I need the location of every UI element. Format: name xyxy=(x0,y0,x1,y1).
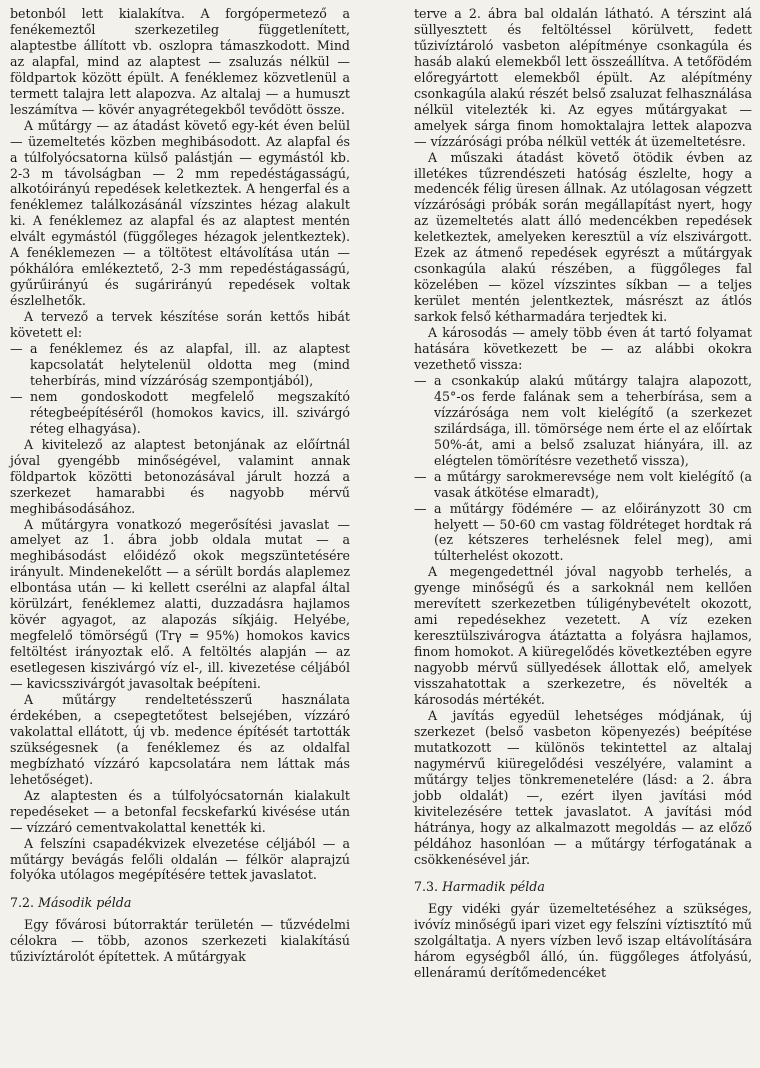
paragraph: betonból lett kialakítva. A forgópermetező a fenékemeztől szerkezetileg függetlenített, alaptestbe állított vb. oszlopra támaszkodott. Mind az alapfal, mind az alaptest — zsaluzás nélkül — földpartok között épült. A fenéklemez közvetlenül a termett talajra lett alapozva. Az altalaj — a humuszt leszámítva — kövér anyagrétegekből tevődött össze. xyxy=(10,6,350,117)
section-heading xyxy=(10,895,350,911)
section-heading xyxy=(414,879,752,895)
paragraph: A tervező a tervek készítése során kettős hibát követett el: xyxy=(10,309,350,341)
right-column xyxy=(414,6,752,981)
section-number: 7.2. xyxy=(10,895,35,911)
section-number: 7.3. xyxy=(414,879,439,895)
bullet-list xyxy=(10,341,350,437)
section-title: Harmadik példa xyxy=(442,879,545,895)
list-item: — a csonkakúp alakú műtárgy talajra alapozott, 45°-os ferde falának sem a teherbírása, sem a vízzárósága nem volt kielégítő (a szerkezet szilárdsága, ill. tömörsége nem érte el az előírtak 50%-át, ami a belső zsaluzat hiányára, ill. az elégtelen tömörítésre vezethető vissza), xyxy=(414,373,752,469)
paragraph: A műtárgyra vonatkozó megerősítési javaslat — amelyet az 1. ábra jobb oldala mutat — a meghibásodást előidéző okok megszüntetésére irányult. Mindenekelőtt — a sérült bordás alaplemez elbontása után — ki kellett cserélni az alapfal által körülzárt, fenéklemez alatti, duzzadásra hajlamos kövér agyagot, az alapozás síkjáig. Helyébe, megfelelő tömörségű (Trγ = 95%) homokos kavics feltöltést irányoztak elő. A feltöltés alapján — az esetlegesen kiszivárgó víz el-, ill. kivezetése céljából — kavicsszivárgót javasoltak beépíteni. xyxy=(10,516,350,692)
paragraph: A kivitelező az alaptest betonjának az előírtnál jóval gyengébb minőségével, valamint annak földpartok közötti betonozásával járult hozzá a szerkezet hamarabbi és nagyobb mérvű meghibásodásához. xyxy=(10,436,350,516)
section-title: Második példa xyxy=(38,895,132,911)
paragraph: A műszaki átadást követő ötödik évben az illetékes tűzrendészeti hatóság észlelte, hogy a medencék félig üresen állnak. Az utólagosan végzett vízzárósági próbák során megállapítást nyert, hogy az üzemeltetés alatt álló medencékben repedések keletkeztek, amelyeken keresztül a víz elszivárgott. Ezek az átmenő repedések egyrészt a műtárgyak csonkagúla alakú részében, a függőleges fal közelében — közel vízszintes síkban — a teljes kerület mentén jelentkeztek, másrészt az átlós sarkok felső kétharmadára terjedtek ki. xyxy=(414,149,752,325)
paragraph: A károsodás — amely több éven át tartó folyamat hatására következett be — az alábbi okokra vezethető vissza: xyxy=(414,325,752,372)
paragraph: A műtárgy — az átadást követő egy-két éven belül — üzemeltetés közben meghibásodott. Az alapfal és a túlfolyócsatorna külső palástján — egymástól kb. 2-3 m távolságban — 2 mm repedéstágasságú, alkotóirányú repedések keletkeztek. A hengerfal és a fenéklemez találkozásánál vízszintes hézag alakult ki. A fenéklemez az alapfal és az alaptest mentén elvált egymástól (függőleges hézagok jelentkeztek). A fenéklemezen — a töltötest eltávolítása után — pókhálóra emlékeztető, 2-3 mm repedéstágasságú, gyűrűirányú és sugárirányú repedések voltak észlelhetők. xyxy=(10,117,350,309)
left-column xyxy=(10,6,350,965)
paragraph: A műtárgy rendeltetésszerű használata érdekében, a csepegtetőtest belsejében, vízzáró vakolattal ellátott, új vb. medence építését tartották szükségesnek (a fenéklemez és az oldalfal megbízható vízzáró kapcsolatára nem láttak más lehetőséget). xyxy=(10,691,350,787)
list-item: — nem gondoskodott megfelelő megszakító rétegbeépítéséről (homokos kavics, ill. szivárgó réteg elhagyása). xyxy=(10,389,350,437)
paragraph: Egy fővárosi bútorraktár területén — tűzvédelmi célokra — több, azonos szerkezeti kialakítású tűzivíztárolót építettek. A műtárgyak xyxy=(10,917,350,965)
paragraph: Az alaptesten és a túlfolyócsatornán kialakult repedéseket — a betonfal fecskefarkú kivésése után — vízzáró cementvakolattal kenették ki. xyxy=(10,787,350,835)
list-item: — a műtárgy födémére — az előirányzott 30 cm helyett — 50-60 cm vastag földréteget hordtak rá (ez kétszeres terhelésnek felel meg), ami túlterhelést okozott. xyxy=(414,501,752,565)
paragraph: A megengedettnél jóval nagyobb terhelés, a gyenge minőségű és a sarkoknál nem kellően merevített szerkezetben túligénybevételt okozott, ami repedésekhez vezetett. A víz ezeken keresztülszivárogva átáztatta a folyásra hajlamos, finom homokot. A kiüregelődés következtében egyre nagyobb mérvű süllyedések állottak elő, amelyek visszahatottak a szerkezetre, és növelték a károsodás mértékét. xyxy=(414,564,752,707)
paragraph: A felszíni csapadékvizek elvezetése céljából — a műtárgy bevágás felőli oldalán — félkör alaprajzú folyóka utólagos megépítésére tettek javaslatot. xyxy=(10,835,350,883)
paragraph: A javítás egyedül lehetséges módjának, új szerkezet (belső vasbeton köpenyezés) beépítése mutatkozott — különös tekintettel az altalaj nagymérvű kiüregelődési veszélyére, valamint a műtárgy teljes tönkremenetelére (lásd: a 2. ábra jobb oldalát) —, ezért ilyen javítási mód kivitelezésére tettek javaslatot. A javítási mód hátránya, hogy az alkalmazott megoldás — az előző példához hasonlóan — a műtárgy térfogatának a csökkenésével jár. xyxy=(414,707,752,867)
paragraph: Egy vidéki gyár üzemeltetéséhez a szükséges, ivóvíz minőségű ipari vizet egy felszíni víztisztító mű szolgáltatja. A nyers vízben levő iszap eltávolítására három egységből álló, ún. függőleges átfolyású, ellenáramú derítőmedencéket xyxy=(414,901,752,981)
list-item: — a műtárgy sarokmerevsége nem volt kielégítő (a vasak átkötése elmaradt), xyxy=(414,469,752,501)
bullet-list xyxy=(414,373,752,564)
list-item: — a fenéklemez és az alapfal, ill. az alaptest kapcsolatát helytelenül oldotta meg (mind teherbírás, mind vízzáróság szempontjából), xyxy=(10,341,350,389)
paragraph: terve a 2. ábra bal oldalán látható. A térszint alá süllyesztett és feltöltéssel körülvett, fedett tűzivíztároló vasbeton alépítménye csonkagúla és hasáb alakú elemekből lett összeállítva. A tetőfödém előregyártott elemekből épült. Az alépítmény csonkagúla alakú részét belső zsaluzat felhasználása nélkül vitelezték ki. Az egyes műtárgyakat — amelyek sárga finom homoktalajra lettek alapozva — vízzárósági próba nélkül vették át üzemeltetésre. xyxy=(414,6,752,149)
